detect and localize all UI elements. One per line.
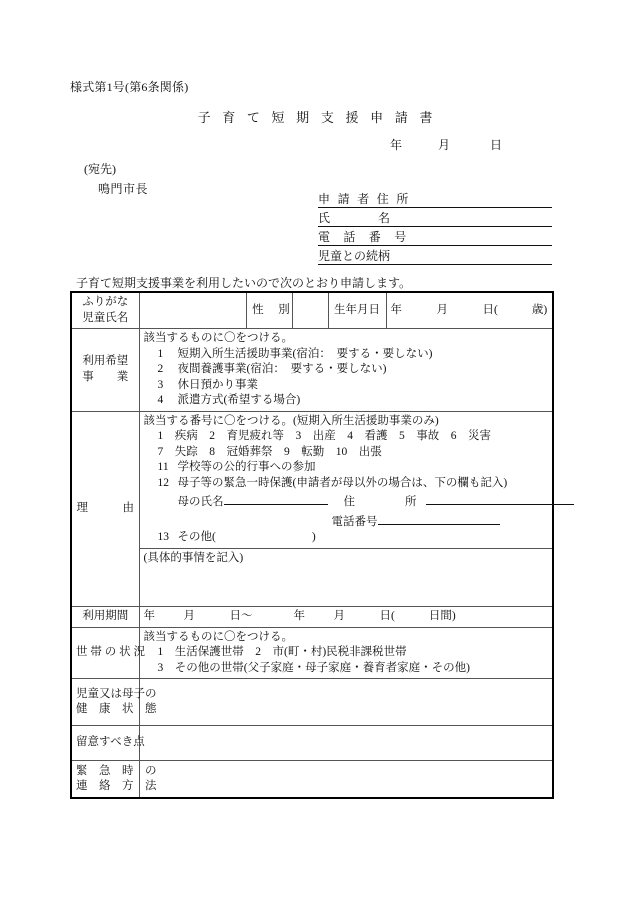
health-label: 児童又は母子の 健 康 状 態 (71, 679, 139, 726)
dob-month-label: 月 (436, 303, 448, 316)
applicant-address-label: 申 請 者 住 所 (318, 192, 411, 206)
reason-option-row[interactable]: 1 疾病 2 育児疲れ等 3 出産 4 看護 5 事故 6 災害 (157, 430, 491, 442)
household-label: 世 帯 の 状 況 (71, 627, 139, 679)
applicant-info-block (318, 191, 552, 267)
reason-detail-field[interactable] (144, 566, 549, 604)
reason-option-13[interactable]: 13 その他( ) (157, 531, 316, 543)
submission-date-line (390, 136, 550, 153)
reason-label: 理 由 (71, 411, 139, 607)
reason-detail-cell[interactable] (139, 548, 553, 607)
notes-label: 留意すべき点 (71, 726, 139, 761)
service-option[interactable]: 2 夜間養護事業(宿泊： 要する・要しない) (157, 363, 387, 375)
period-total-days: 日間) (428, 610, 456, 622)
dob-day-label: 日( (482, 303, 498, 316)
page-title: 子 育 て 短 期 支 援 申 請 書 (197, 110, 437, 125)
child-dob-label: 生年月日 (328, 292, 386, 329)
table-row-household (71, 627, 553, 679)
notes-field[interactable] (139, 726, 553, 761)
service-instruction: 該当するものに〇をつける。 (143, 332, 293, 344)
period-end-day: 日( (379, 610, 395, 622)
service-options-cell[interactable] (139, 329, 553, 412)
period-end-month: 月 (333, 610, 345, 622)
application-form-table (70, 291, 554, 799)
household-instruction: 該当するものに〇をつける。 (143, 630, 293, 643)
date-month-label: 月 (438, 138, 451, 152)
household-option-row[interactable]: 3 その他の世帯(父子家庭・母子家庭・養育者家庭・その他) (157, 661, 470, 674)
applicant-relation-label: 児童との続柄 (318, 249, 391, 263)
emergency-label: 緊 急 時 の 連 絡 方 法 (71, 761, 139, 799)
table-row-period (71, 607, 553, 628)
applicant-relation-row (318, 248, 552, 265)
mother-name-field[interactable] (224, 491, 328, 505)
applicant-name-label: 氏 名 (318, 211, 391, 225)
mother-phone-label: 電話番号 (331, 515, 378, 528)
mother-name-label: 母の氏名 (177, 496, 224, 508)
service-option[interactable]: 3 休日預かり事業 (157, 378, 258, 391)
child-name-label: ふりがな 児童氏名 (71, 292, 139, 329)
service-option-list (144, 347, 549, 409)
child-name-field[interactable] (139, 292, 246, 329)
period-start-day: 日～ (229, 610, 253, 622)
service-option[interactable]: 1 短期入所生活援助事業(宿泊： 要する・要しない) (157, 347, 433, 360)
reason-detail-note: (具体的事情を記入) (143, 551, 244, 564)
dob-year-label: 年 (390, 303, 402, 316)
table-row-child (71, 292, 553, 329)
table-row-emergency (71, 761, 553, 799)
applicant-address-row (318, 191, 552, 208)
emergency-field[interactable] (139, 761, 553, 799)
table-row-service (71, 329, 553, 412)
table-row-health (71, 679, 553, 726)
service-label: 利用希望 事 業 (71, 329, 139, 412)
applicant-phone-row (318, 229, 552, 246)
household-option-list (144, 645, 549, 676)
reason-option-row[interactable]: 7 失踪 8 冠婚葬祭 9 転勤 10 出張 (157, 445, 382, 458)
health-field[interactable] (139, 679, 553, 726)
applicant-phone-label: 電 話 番 号 (318, 230, 412, 244)
household-options-cell[interactable] (139, 627, 553, 679)
mother-phone-line (144, 511, 549, 531)
reason-option-11[interactable]: 11 学校等の公的行事への参加 (157, 461, 316, 473)
mother-phone-field[interactable] (378, 511, 500, 525)
child-gender-field[interactable] (292, 292, 328, 329)
table-row-reason-detail (71, 548, 553, 607)
period-label: 利用期間 (71, 607, 139, 628)
mother-address-label: 住 所 (343, 496, 426, 508)
addressee-label: (宛先) (84, 162, 116, 176)
period-start-year: 年 (143, 610, 155, 622)
child-dob-field[interactable] (386, 292, 553, 329)
form-number: 様式第1号(第6条関係) (70, 80, 189, 94)
service-option[interactable]: 4 派遣方式(希望する場合) (157, 394, 301, 406)
dob-age-label: 歳) (531, 303, 548, 316)
period-end-year: 年 (293, 610, 305, 622)
reason-option-list (144, 429, 549, 491)
mother-address-field[interactable] (426, 491, 574, 505)
addressee-name: 鳴門市長 (98, 182, 149, 196)
table-row-notes (71, 726, 553, 761)
reason-instruction: 該当する番号に〇をつける。(短期入所生活援助事業のみ) (143, 414, 439, 427)
period-start-month: 月 (183, 610, 195, 622)
applicant-name-row (318, 210, 552, 227)
reason-options-cell[interactable] (139, 411, 553, 548)
household-option-row[interactable]: 1 生活保護世帯 2 市(町・村)民税非課税世帯 (157, 646, 407, 658)
date-day-label: 日 (490, 138, 503, 152)
date-year-label: 年 (390, 138, 403, 152)
child-gender-label: 性 別 (246, 292, 292, 329)
mother-info-line (144, 491, 549, 511)
table-row-reason (71, 411, 553, 548)
reason-option-12[interactable]: 12 母子等の緊急一時保護(申請者が母以外の場合は、下の欄も記入) (157, 476, 508, 489)
period-field[interactable] (139, 607, 553, 628)
intro-sentence: 子育て短期支援事業を利用したいので次のとおり申請します。 (76, 276, 412, 290)
